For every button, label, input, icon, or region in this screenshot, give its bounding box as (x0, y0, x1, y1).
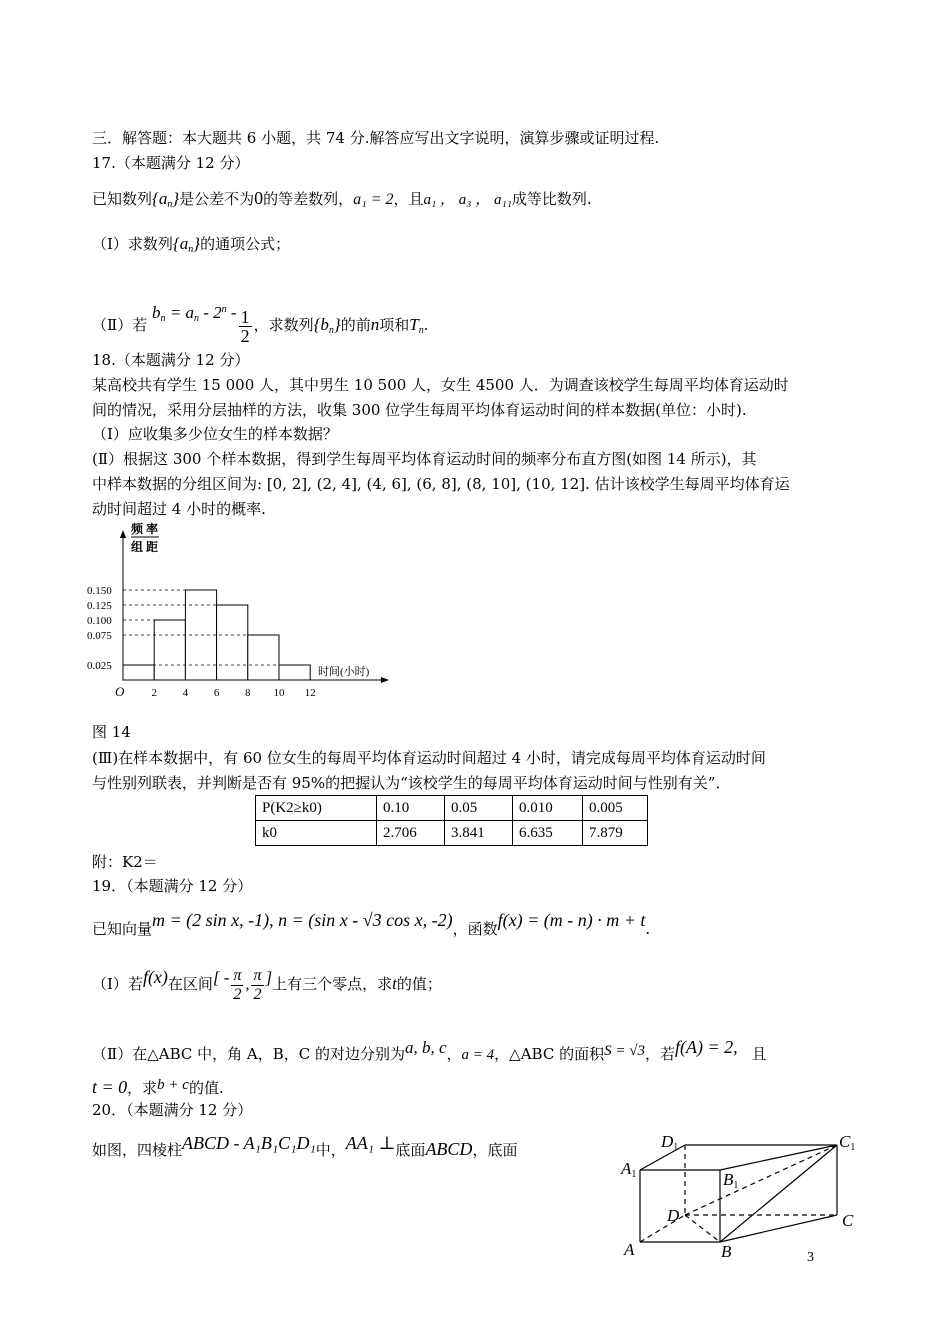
q18-part2-line1: (Ⅱ）根据这 300 个样本数据，得到学生每周平均体育运动时间的频率分布直方图(如图 14 所示)，其 (92, 450, 757, 468)
y-axis-label-top: 频 率 (131, 522, 159, 536)
label-A: A (624, 1240, 635, 1259)
q19-stem: 已知向量m = (2 sin x, -1), n = (sin x - √3 cos x, -2)，函数f(x) = (m - n) · m + t. (92, 910, 651, 938)
x-tick-label: 12 (304, 687, 316, 699)
q20-header: 20．（本题满分 12 分） (92, 1101, 253, 1119)
q18-part3-line1: (Ⅲ)在样本数据中，有 60 位女生的每周平均体育运动时间超过 4 小时，请完成每周平均体育运动时间 (92, 749, 766, 767)
table-row: P(K2≥k0) 0.10 0.05 0.010 0.005 (256, 796, 648, 821)
x-tick-label: 2 (151, 687, 157, 699)
label-A1: A1 (621, 1159, 637, 1180)
q19-part1: （Ⅰ）若f(x)在区间[ - $\frac{\pi}{2}$ , $\frac{\pi}{2}$ ]上有三个零点，求t的值； (92, 966, 442, 1003)
histogram-bar (248, 635, 279, 680)
q18-part2-line2: 中样本数据的分组区间为: [0, 2], (2, 4], (4, 6], (6, 8], (8, 10], (10, 12]. 估计该校学生每周平均体育运 (92, 475, 790, 493)
label-C1: C1 (839, 1132, 856, 1153)
label-B1: B1 (723, 1170, 739, 1191)
q18-part2-line3: 动时间超过 4 小时的概率. (92, 500, 266, 518)
q17-part2: （Ⅱ）若 $b_n = a_n - 2^n$ - $\frac{1}{2}$ ，求数列$\{b_n\}$的前n项和$T_n$. (92, 303, 429, 346)
q18-line2: 间的情况，采用分层抽样的方法，收集 300 位学生每周平均体育运动时间的样本数据(单位：小时). (92, 401, 747, 419)
q18-part1: （Ⅰ）应收集多少位女生的样本数据？ (92, 425, 338, 443)
y-tick-label: 0.150 (87, 585, 112, 597)
x-tick-label: 10 (273, 687, 285, 699)
y-tick-label: 0.100 (87, 615, 112, 627)
q17-stem: 已知数列$\{a_n\}$是公差不为0的等差数列，a₁ = 2，且a₁ ， a₃ ， a₁₁成等比数列. (92, 188, 592, 210)
q19-part2: （Ⅱ）在△ABC 中，角 A，B，C 的对边分别为a, b, c，a = 4，△ABC 的面积S = √3，若f(A) = 2, 且 (92, 1037, 767, 1063)
x-tick-label: 4 (182, 687, 189, 699)
q18-line1: 某高校共有学生 15 000 人，其中男生 10 500 人，女生 4500 人．为调查该校学生每周平均体育运动时 (92, 376, 789, 394)
x-axis-label: 时间(小时) (318, 666, 370, 678)
frequency-histogram (85, 522, 395, 707)
histogram-bar (217, 605, 248, 680)
figure-caption: 图 14 (92, 723, 131, 741)
prism-figure (615, 1125, 865, 1265)
origin-label: O (115, 684, 125, 699)
label-C: C (842, 1211, 854, 1230)
critical-value-table (255, 795, 648, 846)
q18-part3-line2: 与性别列联表，并判断是否有 95%的把握认为“该校学生的每周平均体育运动时间与性别有关”． (92, 774, 731, 792)
q17-header: 17.（本题满分 12 分） (92, 154, 250, 172)
x-tick-label: 8 (245, 687, 251, 699)
y-axis-arrow (120, 530, 126, 538)
x-axis-arrow (381, 677, 389, 683)
section-title: 三．解答题：本大题共 6 小题，共 74 分.解答应写出文字说明，演算步骤或证明过程. (92, 129, 660, 147)
table-row: k0 2.706 3.841 6.635 7.879 (256, 821, 648, 846)
q20-stem: 如图，四棱柱ABCD - A₁B₁C₁D₁中，AA₁ ⊥底面ABCD，底面 (92, 1133, 518, 1159)
histogram-bar (279, 665, 310, 680)
q18-header: 18.（本题满分 12 分） (92, 351, 250, 369)
y-tick-label: 0.125 (87, 600, 112, 612)
label-B: B (721, 1242, 732, 1261)
y-tick-label: 0.025 (87, 660, 112, 672)
y-axis-label-bottom: 组 距 (131, 540, 159, 554)
q19-header: 19．（本题满分 12 分） (92, 877, 253, 895)
q19-part2-line2: t = 0，求b + c的值. (92, 1077, 224, 1097)
y-tick-label: 0.075 (87, 630, 112, 642)
label-D1: D1 (661, 1132, 679, 1153)
label-D: D (667, 1206, 680, 1225)
histogram-bar (154, 620, 185, 680)
page-number: 3 (807, 1250, 814, 1265)
q17-part1: （Ⅰ）求数列$\{a_n\}$的通项公式； (92, 234, 291, 255)
x-tick-label: 6 (213, 687, 220, 699)
histogram-bar (123, 665, 154, 680)
appendix-formula: 附：K2＝ (92, 853, 158, 871)
